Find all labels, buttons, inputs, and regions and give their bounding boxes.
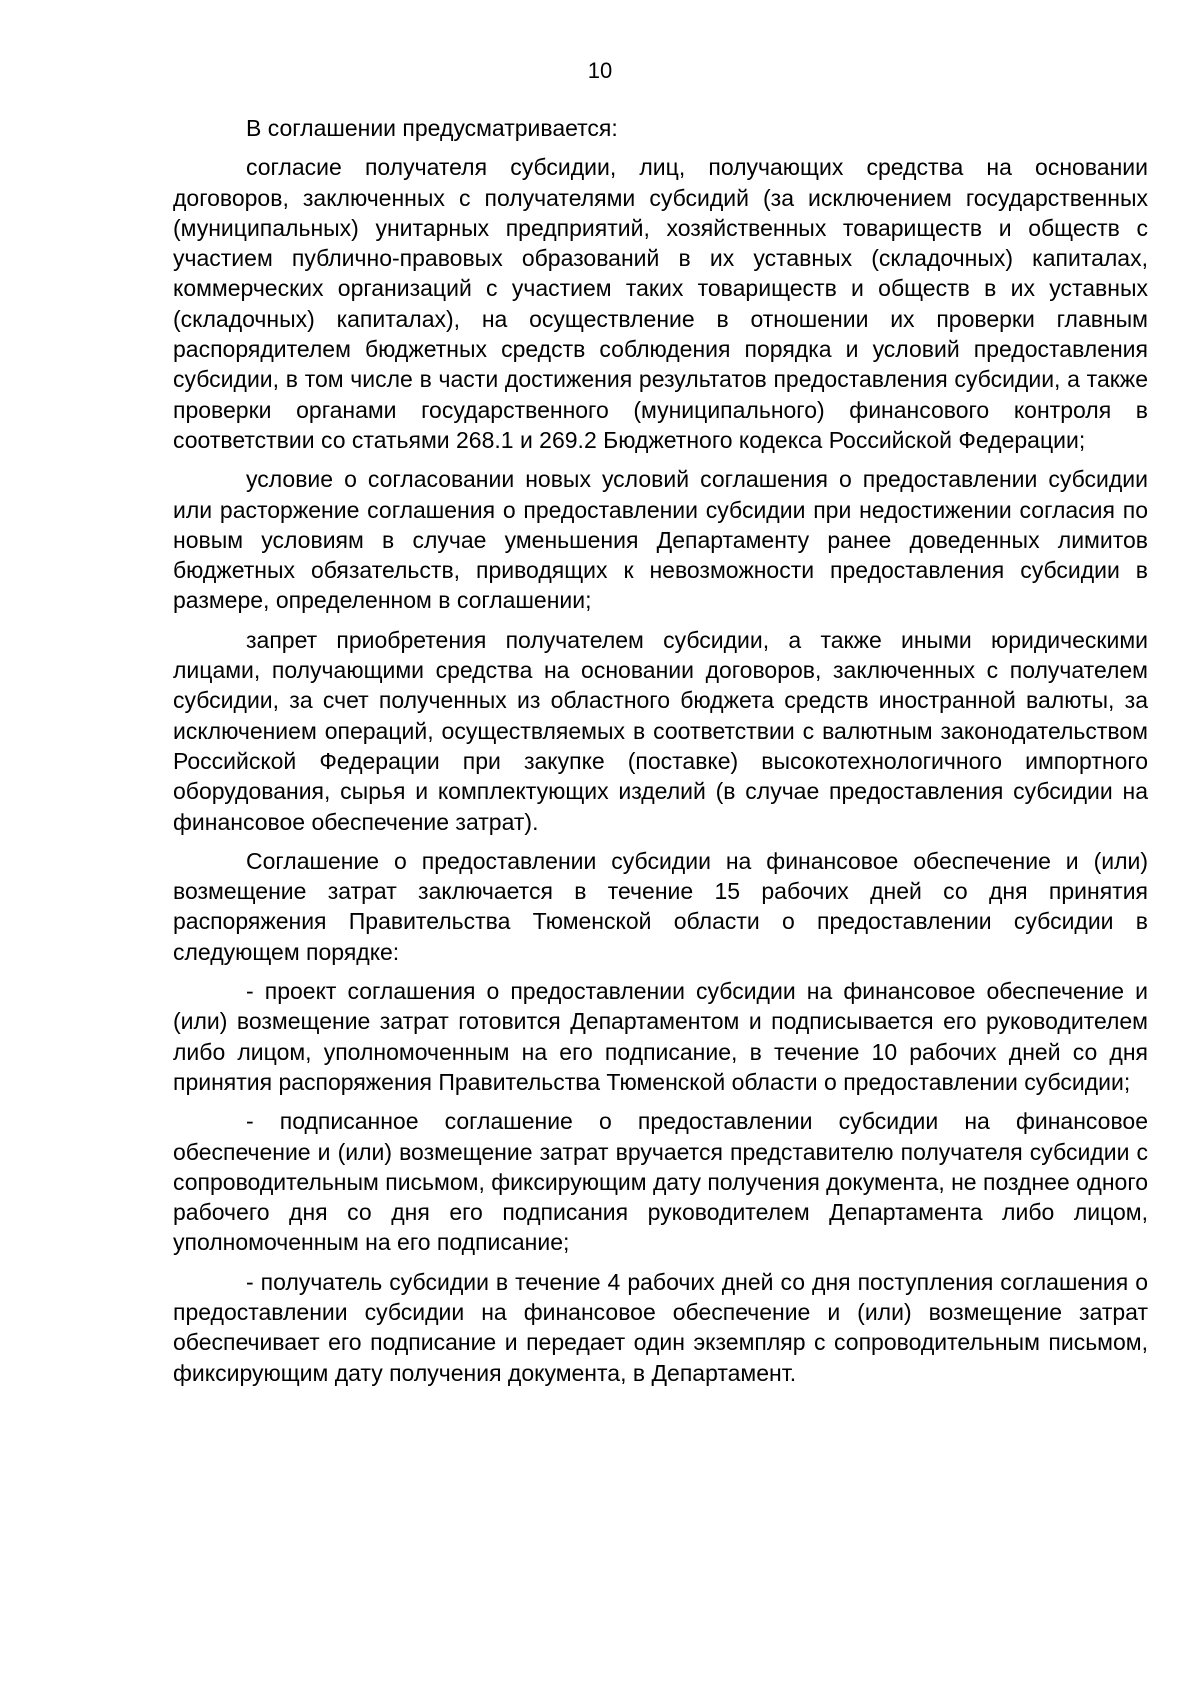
document-body	[173, 113, 1148, 1397]
paragraph-draft-agreement: - проект соглашения о предоставлении субсидии на финансовое обеспечение и (или) возмещение затрат готовится Департаментом и подписывается его руководителем либо лицом, уполномоченным на его подписание, в течение 10 рабочих дней со дня принятия распоряжения Правительства Тюменской области о предоставлении субсидии;	[173, 978, 1148, 1095]
paragraph-prohibition: запрет приобретения получателем субсидии, а также иными юридическими лицами, получающими средства на основании договоров, заключенных с получателем субсидии, за счет полученных из областного бюджета средств иностранной валюты, за исключением операций, осуществляемых в соответствии с валютным законодательством Российской Федерации при закупке (поставке) высокотехнологичного импортного оборудования, сырья и комплектующих изделий (в случае предоставления субсидии на финансовое обеспечение затрат).	[173, 626, 1148, 835]
paragraph-signed-agreement: - подписанное соглашение о предоставлении субсидии на финансовое обеспечение и (или) возмещение затрат вручается представителю получателя субсидии с сопроводительным письмом, фиксирующим дату получения документа, не позднее одного рабочего дня со дня его подписания руководителем Департамента либо лицом, уполномоченным на его подписание;	[173, 1108, 1148, 1256]
paragraph-condition: условие о согласовании новых условий соглашения о предоставлении субсидии или расторжение соглашения о предоставлении субсидии при недостижении согласия по новым условиям в случае уменьшения Департаменту ранее доведенных лимитов бюджетных обязательств, приводящих к невозможности предоставления субсидии в размере, определенном в соглашении;	[173, 466, 1148, 614]
paragraph-consent: согласие получателя субсидии, лиц, получающих средства на основании договоров, заключенных с получателями субсидий (за исключением государственных (муниципальных) унитарных предприятий, хозяйственных товариществ и обществ с участием публично-правовых образований в их уставных (складочных) капиталах, коммерческих организаций с участием таких товариществ и обществ в их уставных (складочных) капиталах), на осуществление в отношении их проверки главным распорядителем бюджетных средств соблюдения порядка и условий предоставления субсидии, в том числе в части достижения результатов предоставления субсидии, а также проверки органами государственного (муниципального) финансового контроля в соответствии со статьями 268.1 и 269.2 Бюджетного кодекса Российской Федерации;	[173, 154, 1148, 453]
page-number: 10	[587, 58, 613, 83]
paragraph-intro: В соглашении предусматривается:	[246, 115, 618, 141]
paragraph-recipient-signing: - получатель субсидии в течение 4 рабочих дней со дня поступления соглашения о предоставлении субсидии на финансовое обеспечение и (или) возмещение затрат обеспечивает его подписание и передает один экземпляр с сопроводительным письмом, фиксирующим дату получения документа, в Департамент.	[173, 1268, 1148, 1386]
paragraph-agreement-procedure: Соглашение о предоставлении субсидии на финансовое обеспечение и (или) возмещение затрат заключается в течение 15 рабочих дней со дня принятия распоряжения Правительства Тюменской области о предоставлении субсидии в следующем порядке:	[173, 847, 1148, 965]
